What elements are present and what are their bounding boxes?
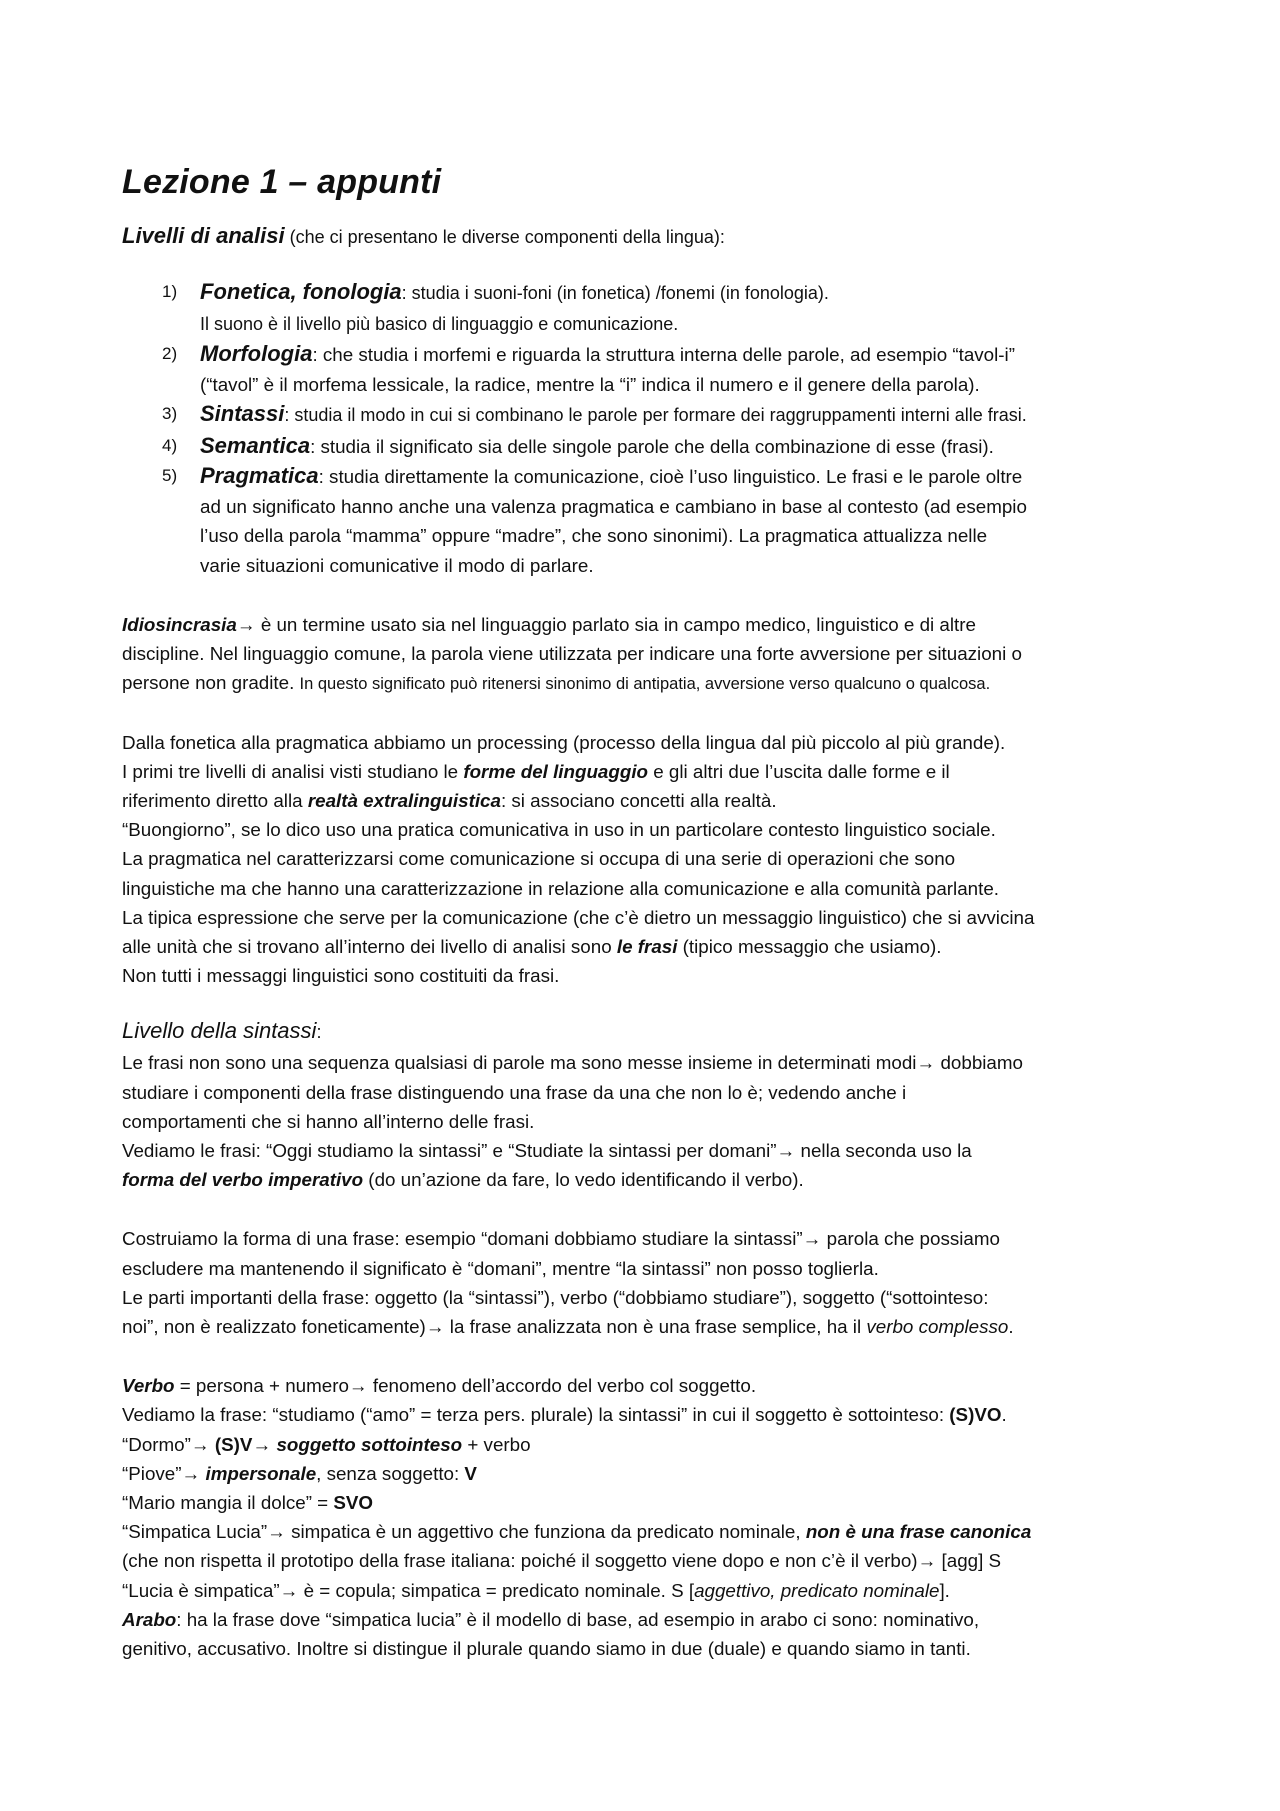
text-line: noi”, non è realizzato foneticamente) xyxy=(122,1316,426,1338)
emphasis: soggetto sottointeso xyxy=(276,1433,463,1455)
arrow-icon: → xyxy=(267,1521,286,1543)
text-line: . xyxy=(1008,1316,1014,1338)
list-term: Sintassi xyxy=(200,401,285,426)
emphasis: Verbo xyxy=(122,1375,175,1397)
emphasis: verbo complesso xyxy=(866,1316,1009,1338)
text-line: La tipica espressione che serve per la comunicazione (che c’è dietro un messaggio linguistico) che si avvicina xyxy=(122,906,1035,928)
sintassi-heading xyxy=(122,1015,1172,1048)
emphasis: forma del verbo imperativo xyxy=(122,1169,364,1191)
arrow-icon: → xyxy=(348,1375,368,1397)
emphasis: (S)VO xyxy=(949,1404,1002,1426)
text-line: (che non rispetta il prototipo della frase italiana: poiché il soggetto viene dopo e non c’è il verbo) xyxy=(122,1550,918,1572)
text-line: fenomeno dell’accordo del verbo col soggetto. xyxy=(367,1375,757,1397)
sintassi-paragraph xyxy=(122,1048,1172,1194)
emphasis: forme del linguaggio xyxy=(463,760,649,782)
emphasis: non è una frase canonica xyxy=(805,1521,1032,1543)
list-number: 2) xyxy=(162,344,178,363)
text-line: Non tutti i messaggi linguistici sono costituiti da frasi. xyxy=(122,965,560,987)
text-line: “Lucia è simpatica” xyxy=(122,1579,280,1601)
text-line: discipline. Nel linguaggio comune, la parola viene utilizzata per indicare una forte avversione per situazioni o xyxy=(122,643,1022,665)
list-number: 1) xyxy=(162,282,178,301)
arrow-icon: → xyxy=(279,1579,299,1601)
list-text: l’uso della parola “mamma” oppure “madre”, che sono sinonimi). La pragmatica attualizza nelle xyxy=(200,525,988,546)
text-line: “Mario mangia il dolce” = xyxy=(122,1492,334,1514)
list-text: varie situazioni comunicative il modo di parlare. xyxy=(200,554,594,576)
arrow-icon: → xyxy=(252,1433,272,1455)
levels-heading xyxy=(122,218,1172,255)
text-line: “Piove” xyxy=(122,1462,182,1484)
text-line: “Buongiorno”, se lo dico uso una pratica comunicativa in uso in un particolare contesto linguistico sociale. xyxy=(122,819,996,841)
arrow-icon: → xyxy=(236,614,256,635)
text-line: la frase analizzata non è una frase semplice, ha il xyxy=(444,1316,867,1338)
text-line: (tipico messaggio che usiamo). xyxy=(677,936,942,958)
text-line: parola che possiamo xyxy=(821,1228,1000,1250)
text-line: “Simpatica Lucia” xyxy=(122,1521,268,1543)
list-item xyxy=(122,431,1172,462)
list-text: ad un significato hanno anche una valenza pragmatica e cambiano in base al contesto (ad esempio xyxy=(200,495,1027,517)
list-number: 3) xyxy=(162,404,178,423)
text-line: nella seconda uso la xyxy=(795,1140,972,1162)
list-text: : che studia i morfemi e riguarda la struttura interna delle parole, ad esempio “tavol-i” xyxy=(312,344,1015,365)
emphasis: realtà extralinguistica xyxy=(307,790,501,812)
arrow-icon: → xyxy=(190,1433,210,1455)
text-line: persone non gradite. xyxy=(122,672,300,694)
list-number: 5) xyxy=(162,466,178,485)
text-line: dobbiamo xyxy=(935,1052,1023,1074)
list-term: Semantica xyxy=(200,432,311,458)
text-line: e gli altri due l’uscita dalle forme e il xyxy=(648,760,950,782)
text-line: , senza soggetto: xyxy=(316,1462,465,1484)
text-line: + verbo xyxy=(462,1433,531,1455)
text-line: è un termine usato sia nel linguaggio parlato sia in campo medico, linguistico e di altre xyxy=(255,614,976,635)
list-term: Fonetica, fonologia xyxy=(200,279,402,304)
levels-heading-term: Livelli di analisi xyxy=(122,223,285,248)
list-item xyxy=(122,277,1172,339)
emphasis: SVO xyxy=(333,1492,374,1514)
verbo-paragraph xyxy=(122,1371,1172,1663)
text-line: Dalla fonetica alla pragmatica abbiamo un processing (processo della lingua dal più piccolo al più grande). xyxy=(122,731,1006,753)
list-term: Pragmatica xyxy=(200,463,319,488)
text-line: Le frasi non sono una sequenza qualsiasi di parole ma sono messe insieme in determinati modi xyxy=(122,1052,917,1074)
arrow-icon: → xyxy=(181,1462,201,1484)
text-line: : si associano concetti alla realtà. xyxy=(500,790,777,812)
text-line: studiare i componenti della frase distinguendo una frase da una che non lo è; vedendo anche i xyxy=(122,1081,907,1103)
list-text: : studia il significato sia delle singole parole che della combinazione di esse (frasi). xyxy=(310,435,994,457)
text-line: In questo significato può ritenersi sinonimo di antipatia, avversione verso qualcuno o qualcosa. xyxy=(299,675,991,694)
text-line: I primi tre livelli di analisi visti studiano le xyxy=(122,760,464,782)
text-line: . xyxy=(1001,1404,1007,1426)
text-line: : ha la frase dove “simpatica lucia” è il modello di base, ad esempio in arabo ci sono: nominativo, xyxy=(176,1608,980,1630)
list-number: 4) xyxy=(162,435,178,455)
list-text: : studia i suoni-foni (in fonetica) /fonemi (in fonologia). xyxy=(401,283,829,303)
list-term: Morfologia xyxy=(200,341,313,366)
emphasis: impersonale xyxy=(205,1462,317,1484)
list-text: : studia direttamente la comunicazione, cioè l’uso linguistico. Le frasi e le parole oltre xyxy=(318,466,1023,487)
arrow-icon: → xyxy=(425,1316,445,1338)
text-line: alle unità che si trovano all’interno dei livello di analisi sono xyxy=(122,936,617,958)
arrow-icon: → xyxy=(776,1140,796,1162)
list-text: : studia il modo in cui si combinano le parole per formare dei raggruppamenti interni alle frasi. xyxy=(284,405,1027,425)
list-text: (“tavol” è il morfema lessicale, la radice, mentre la “i” indica il numero e il genere della parola). xyxy=(200,373,980,395)
page-title: Lezione 1 – appunti xyxy=(122,163,442,201)
list-item xyxy=(122,461,1172,580)
text-line: genitivo, accusativo. Inoltre si distingue il plurale quando siamo in due (duale) e quando siamo in tanti. xyxy=(122,1638,971,1660)
idio-term: Idiosincrasia xyxy=(122,614,237,635)
text-line: è = copula; simpatica = predicato nominale. S [ xyxy=(298,1579,695,1601)
list-item xyxy=(122,339,1172,399)
text-line: ]. xyxy=(939,1579,950,1601)
text-line: (do un’azione da fare, lo vedo identificando il verbo). xyxy=(363,1169,804,1191)
emphasis: Arabo xyxy=(122,1608,177,1630)
text-line: Vediamo le frasi: “Oggi studiamo la sintassi” e “Studiate la sintassi per domani” xyxy=(122,1140,777,1162)
text-line: Vediamo la frase: “studiamo (“amo” = terza pers. plurale) la sintassi” in cui il soggetto è sottointeso: xyxy=(122,1404,950,1426)
list-item xyxy=(122,399,1172,431)
text-line: simpatica è un aggettivo che funziona da predicato nominale, xyxy=(285,1521,806,1543)
heading-colon: : xyxy=(316,1022,322,1043)
text-line: = persona + numero xyxy=(174,1375,349,1397)
emphasis: le frasi xyxy=(616,936,678,958)
levels-heading-note: (che ci presentano le diverse componenti della lingua): xyxy=(284,227,725,247)
text-line: comportamenti che si hanno all’interno delle frasi. xyxy=(122,1110,535,1132)
arrow-icon: → xyxy=(917,1550,937,1572)
idiosincrasia-paragraph xyxy=(122,610,1172,700)
text-line: linguistiche ma che hanno una caratterizzazione in relazione alla comunicazione e alla comunità parlante. xyxy=(122,877,999,899)
emphasis: (S)V xyxy=(209,1433,253,1455)
forma-paragraph xyxy=(122,1224,1172,1341)
levels-list xyxy=(122,277,1172,580)
text-line: [agg] S xyxy=(936,1550,1002,1572)
text-line: escludere ma mantenendo il significato è “domani”, mentre “la sintassi” non posso toglierla. xyxy=(122,1257,879,1279)
arrow-icon: → xyxy=(916,1052,936,1074)
arrow-icon: → xyxy=(802,1228,822,1250)
processing-paragraph xyxy=(122,728,1172,991)
text-line: “Dormo” xyxy=(122,1433,191,1455)
emphasis: V xyxy=(464,1462,477,1484)
section-heading: Livello della sintassi xyxy=(122,1018,317,1044)
text-line: Costruiamo la forma di una frase: esempio “domani dobbiamo studiare la sintassi” xyxy=(122,1228,803,1250)
text-line: La pragmatica nel caratterizzarsi come comunicazione si occupa di una serie di operazioni che sono xyxy=(122,848,956,870)
text-line: Le parti importanti della frase: oggetto (la “sintassi”), verbo (“dobbiamo studiare”), soggetto (“sottointeso: xyxy=(122,1286,989,1308)
emphasis: aggettivo, predicato nominale xyxy=(694,1579,940,1601)
text-line: riferimento diretto alla xyxy=(122,790,308,812)
list-text: Il suono è il livello più basico di linguaggio e comunicazione. xyxy=(200,313,679,334)
document-content xyxy=(122,160,1172,1663)
